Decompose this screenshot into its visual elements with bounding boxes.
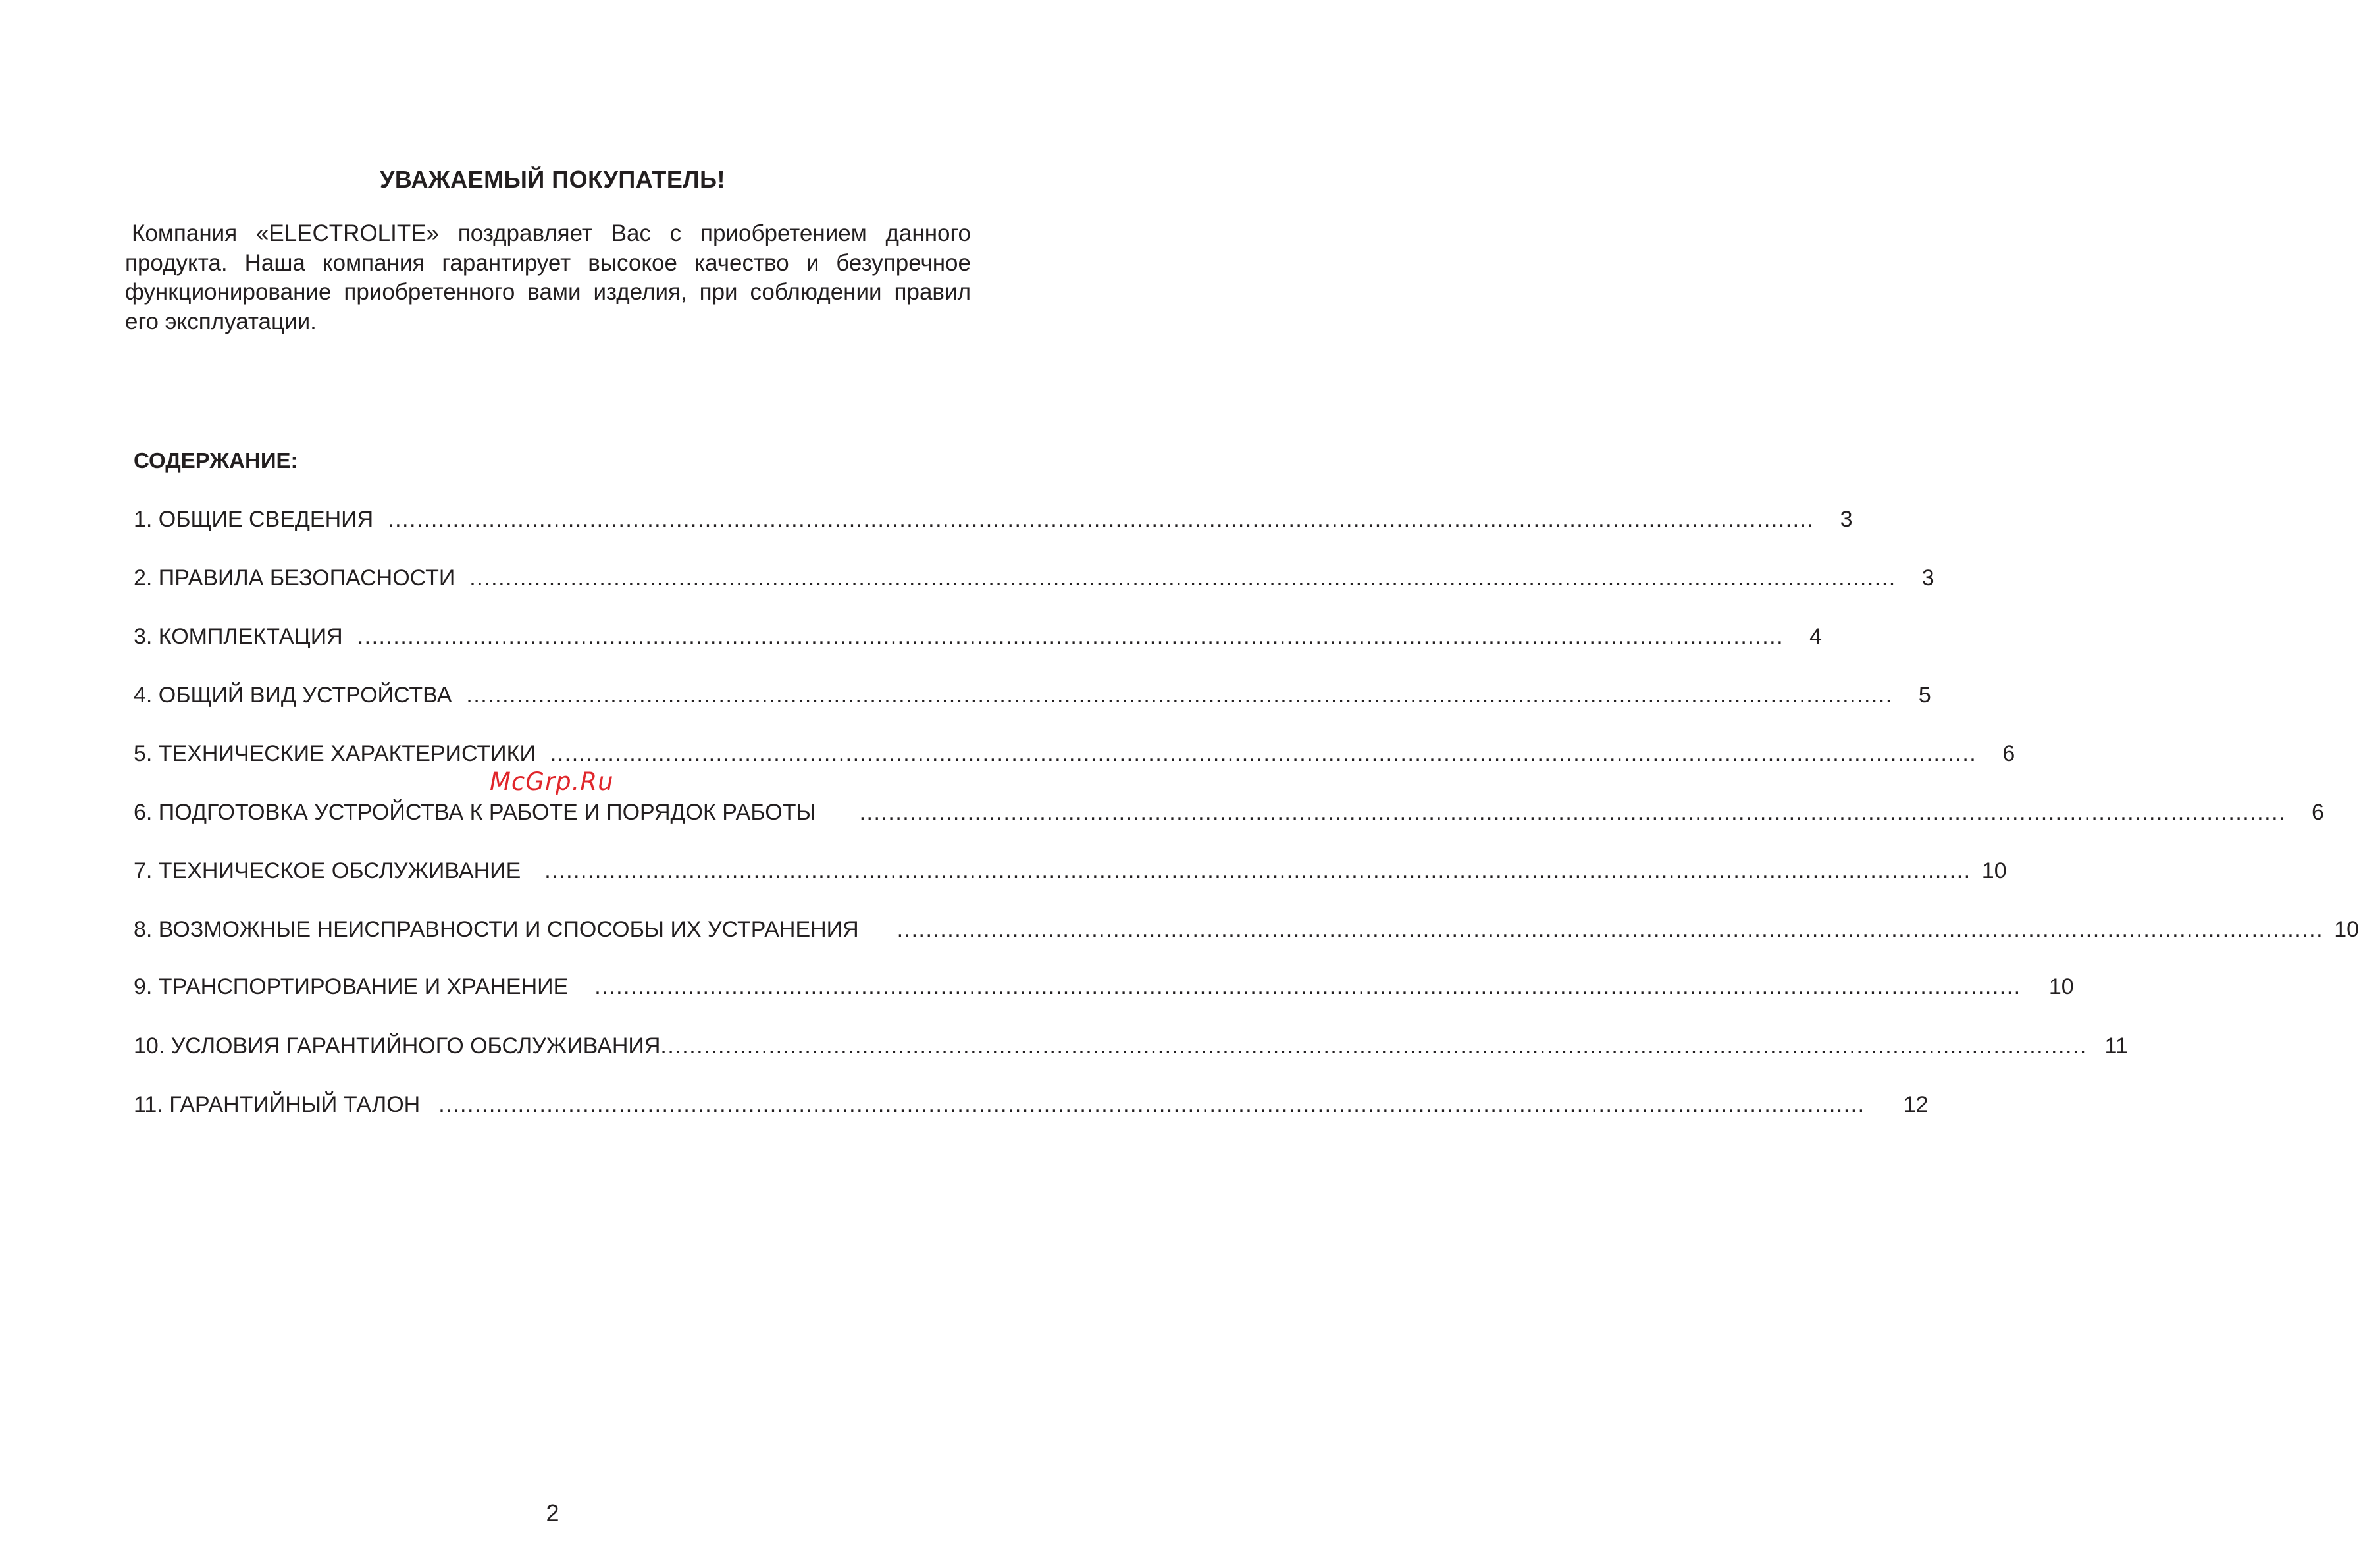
toc-entry-page: 6	[2312, 800, 2324, 825]
toc-leader-dots: ......................................................................................................................................................................................................	[466, 683, 1893, 708]
toc-entry-page: 11	[2104, 1033, 2128, 1058]
toc-entry-device-overview	[134, 683, 1931, 712]
toc-leader-dots: ......................................................................................................................................................................................................	[469, 565, 1896, 590]
toc-leader-dots: ......................................................................................................................................................................................................	[438, 1092, 1865, 1117]
site-watermark: McGrp.Ru	[490, 768, 614, 796]
toc-leader-dots: ......................................................................................................................................................................................................	[544, 858, 1971, 883]
toc-entry-label: 6. ПОДГОТОВКА УСТРОЙСТВА К РАБОТЕ И ПОРЯДОК РАБОТЫ	[134, 800, 816, 825]
toc-leader-dots: ......................................................................................................................................................................................................	[896, 917, 2324, 942]
toc-entry-label: 5. ТЕХНИЧЕСКИЕ ХАРАКТЕРИСТИКИ	[134, 741, 536, 766]
toc-leader-dots: ......................................................................................................................................................................................................	[859, 800, 2286, 825]
toc-entry-safety-rules	[134, 565, 1934, 594]
toc-entry-troubleshooting	[134, 917, 2359, 946]
toc-entry-label: 1. ОБЩИЕ СВЕДЕНИЯ	[134, 507, 374, 532]
toc-leader-dots: ......................................................................................................................................................................................................	[388, 507, 1815, 532]
toc-entry-specifications	[134, 741, 2015, 770]
intro-paragraph: Компания «ELECTROLITE» поздравляет Вас с приобретением данного продукта. Наша компания гарантирует высокое качество и безупречное функционирование приобретенного вами изделия, при соблюдении правил его эксплуатации.	[125, 221, 971, 334]
toc-leader-dots: ......................................................................................................................................................................................................	[357, 624, 1784, 649]
toc-leader-dots: ......................................................................................................................................................................................................	[550, 741, 1977, 766]
toc-entry-label: 2. ПРАВИЛА БЕЗОПАСНОСТИ	[134, 565, 455, 590]
toc-entry-label: 8. ВОЗМОЖНЫЕ НЕИСПРАВНОСТИ И СПОСОБЫ ИХ УСТРАНЕНИЯ	[134, 917, 859, 942]
toc-entry-label: 11. ГАРАНТИЙНЫЙ ТАЛОН	[134, 1092, 421, 1117]
toc-title: СОДЕРЖАНИЕ:	[134, 448, 298, 473]
toc-entry-label: 7. ТЕХНИЧЕСКОЕ ОБСЛУЖИВАНИЕ	[134, 858, 521, 883]
toc-entry-transport-storage	[134, 974, 2074, 1003]
toc-entry-label: 4. ОБЩИЙ ВИД УСТРОЙСТВА	[134, 683, 452, 708]
page-heading: УВАЖАЕМЫЙ ПОКУПАТЕЛЬ!	[379, 166, 726, 193]
toc-entry-page: 12	[1903, 1092, 1929, 1117]
toc-entry-label: 9. ТРАНСПОРТИРОВАНИЕ И ХРАНЕНИЕ	[134, 974, 569, 999]
toc-entry-general-info	[134, 507, 1853, 536]
toc-entry-page: 3	[1840, 507, 1853, 532]
toc-leader-dots: ......................................................................................................................................................................................................	[660, 1033, 2087, 1058]
toc-entry-page: 6	[2002, 741, 2015, 766]
toc-entry-warranty-conditions	[134, 1033, 2128, 1062]
toc-entry-label: 10. УСЛОВИЯ ГАРАНТИЙНОГО ОБСЛУЖИВАНИЯ	[134, 1033, 661, 1058]
toc-entry-page: 4	[1809, 624, 1823, 649]
toc-entry-package-contents	[134, 624, 1823, 653]
toc-leader-dots: ......................................................................................................................................................................................................	[594, 974, 2021, 999]
toc-entry-page: 3	[1921, 565, 1934, 590]
toc-entry-warranty-card	[134, 1092, 1929, 1121]
page-number: 2	[546, 1500, 559, 1527]
toc-entry-label: 3. КОМПЛЕКТАЦИЯ	[134, 624, 343, 649]
toc-entry-page: 10	[1981, 858, 2007, 883]
toc-entry-page: 10	[2334, 917, 2359, 942]
toc-entry-page: 5	[1918, 683, 1931, 708]
toc-entry-maintenance	[134, 858, 2007, 887]
toc-entry-page: 10	[2048, 974, 2074, 999]
toc-entry-preparation-operation	[134, 800, 2324, 829]
